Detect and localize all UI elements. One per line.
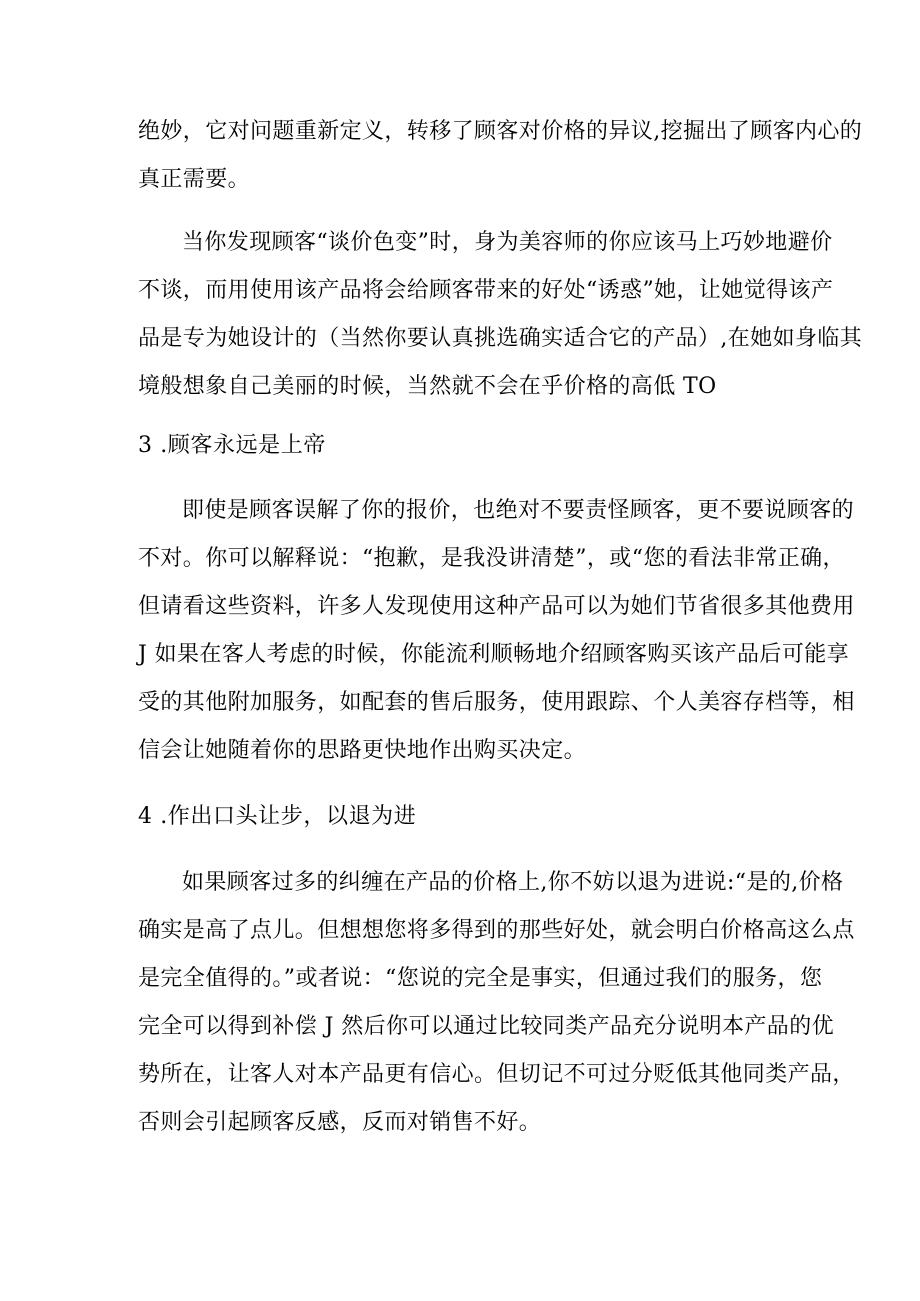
paragraph-line: 是完全值得的。”或者说：“您说的完全是事实，但通过我们的服务，您 bbox=[138, 966, 823, 991]
paragraph-line: 不对。你可以解释说：“抱歉，是我没讲清楚”，或“您的看法非常正确， bbox=[138, 546, 845, 571]
paragraph-line: 信会让她随着你的思路更快地作出购买决定。 bbox=[138, 738, 587, 763]
paragraph-line: 确实是高了点儿。但想想您将多得到的那些好处，就会明白价格高这么点 bbox=[138, 918, 855, 943]
paragraph-line: 如果顾客过多的纠缠在产品的价格上,你不妨以退为进说:“是的,价格 bbox=[182, 870, 844, 895]
paragraph-line: 绝妙，它对问题重新定义，转移了顾客对价格的异议,挖掘出了顾客内心的 bbox=[138, 119, 863, 144]
section-heading: 4 .作出口头让步，以退为进 bbox=[138, 804, 417, 829]
paragraph-line: 品是专为她设计的（当然你要认真挑选确实适合它的产品）,在她如身临其 bbox=[138, 326, 863, 351]
paragraph-line: J 如果在客人考虑的时候，你能流利顺畅地介绍顾客购买该产品后可能享 bbox=[138, 642, 850, 667]
paragraph-line: 真正需要。 bbox=[138, 167, 251, 192]
paragraph-line: 境般想象自己美丽的时候，当然就不会在乎价格的高低 TO bbox=[138, 374, 717, 399]
paragraph-line: 不谈，而用使用该产品将会给顾客带来的好处“诱惑”她，让她觉得该产 bbox=[138, 278, 834, 303]
paragraph-line: 完全可以得到补偿 J 然后你可以通过比较同类产品充分说明本产品的优 bbox=[138, 1014, 835, 1039]
paragraph-line: 否则会引起顾客反感，反而对销售不好。 bbox=[138, 1110, 542, 1135]
paragraph-line: 即使是顾客误解了你的报价，也绝对不要责怪顾客，更不要说顾客的 bbox=[182, 498, 855, 523]
section-heading: 3 .顾客永远是上帝 bbox=[138, 433, 326, 458]
paragraph-line: 但请看这些资料，许多人发现使用这种产品可以为她们节省很多其他费用 bbox=[138, 594, 855, 619]
paragraph-line: 势所在，让客人对本产品更有信心。但切记不可过分贬低其他同类产品， bbox=[138, 1062, 855, 1087]
paragraph-line: 受的其他附加服务，如配套的售后服务，使用跟踪、个人美容存档等，相 bbox=[138, 690, 855, 715]
paragraph-line: 当你发现顾客“谈价色变”时，身为美容师的你应该马上巧妙地避价 bbox=[182, 230, 833, 255]
